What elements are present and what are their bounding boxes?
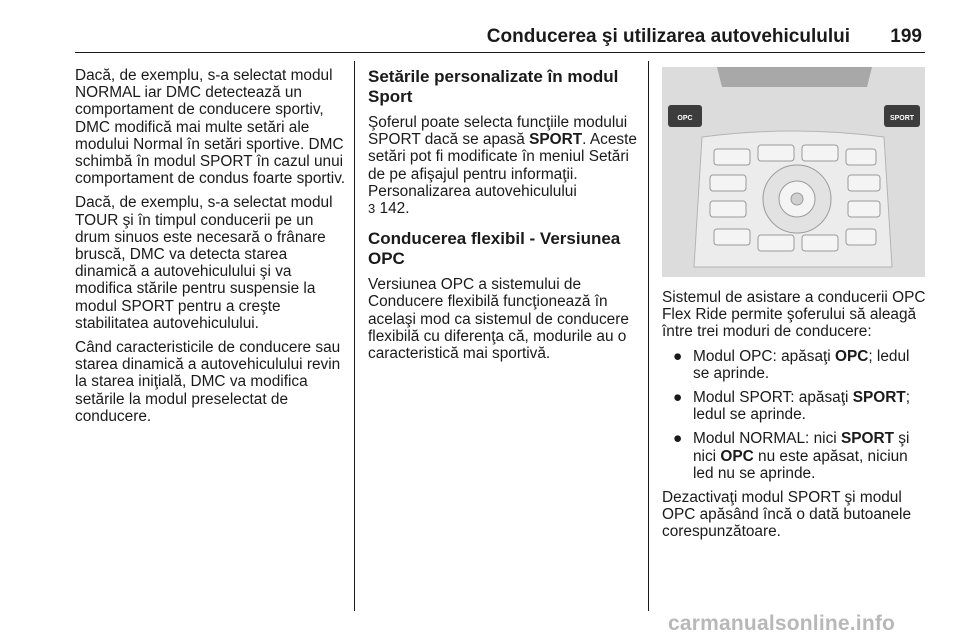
column-divider (354, 61, 355, 611)
column-divider (648, 61, 649, 611)
paragraph: Dacă, de exemplu, s-a selectat modul NORMAL iar DMC detectează un comportament de conducere sportiv, DMC modifică mai multe setări ale modului Normal în setări sportive. DMC schimbă în modul SPORT în cazul unui comportament de condus foarte sportiv. (75, 67, 346, 188)
list-item: ● Modul OPC: apăsaţi OPC; ledul se aprinde. (673, 347, 910, 382)
bullet-icon: ● (673, 430, 683, 448)
page-number: 199 (890, 26, 922, 47)
opc-button-label: OPC (677, 115, 693, 122)
section-heading: Setările personalizate în modul Sport (368, 67, 619, 106)
column-middle (368, 67, 640, 369)
paragraph: Dezactivaţi modul SPORT şi modul OPC apăsând încă o dată butoanele corespunzătoare. (662, 489, 912, 541)
opc-control-panel-figure (662, 67, 925, 277)
paragraph: Şoferul poate selecta funcţiile modului SPORT dacă se apasă SPORT. Aceste setări pot fi modificate în meniul Setări de pe afişajul pentru informaţii. Personalizarea autovehiculului 3 142. (368, 114, 637, 218)
chapter-title: Conducerea şi utilizarea autovehiculului (486, 26, 850, 47)
bullet-icon: ● (673, 389, 683, 407)
list-item: ● Modul NORMAL: nici SPORT şi nici OPC nu este apăsat, niciun led nu se aprinde. (673, 430, 910, 482)
sport-button-label: SPORT (889, 115, 915, 122)
column-left (75, 67, 347, 432)
column-right (662, 67, 928, 548)
paragraph: Versiunea OPC a sistemului de Conducere flexibilă funcţionează în acelaşi mod ca sistemul de conducere flexibilă cu diferenţa că, modurile au o caracteristică mai sportivă. (368, 276, 629, 363)
watermark: carmanualsonline.info (668, 612, 896, 635)
mode-list (662, 348, 928, 482)
control-panel-illustration (662, 67, 925, 277)
paragraph: Dacă, de exemplu, s-a selectat modul TOUR şi în timpul conducerii pe un drum sinuos este necesară o frânare bruscă, DMC va detecta starea dinamică a autovehiculului şi va modifica stările pentru suspensie la modul SPORT pentru a creşte stabilitatea autovehiculului. (75, 194, 333, 332)
page-reference-arrow-icon: 3 (368, 201, 376, 217)
page-reference[interactable]: 142. (379, 200, 410, 218)
bold-term: SPORT (529, 131, 583, 149)
paragraph: Când caracteristicile de conducere sau starea dinamică a autovehiculului revin la starea iniţială, DMC va modifica setările la modul preselectat de conducere. (75, 339, 341, 425)
list-item: ● Modul SPORT: apăsaţi SPORT; ledul se aprinde. (673, 389, 910, 424)
bullet-icon: ● (673, 347, 683, 365)
paragraph: Sistemul de asistare a conducerii OPC Flex Ride permite şoferului să aleagă între trei moduri de conducere: (662, 289, 926, 341)
section-heading: Conducerea flexibil - Versiunea OPC (368, 229, 621, 268)
page-header (75, 26, 925, 53)
